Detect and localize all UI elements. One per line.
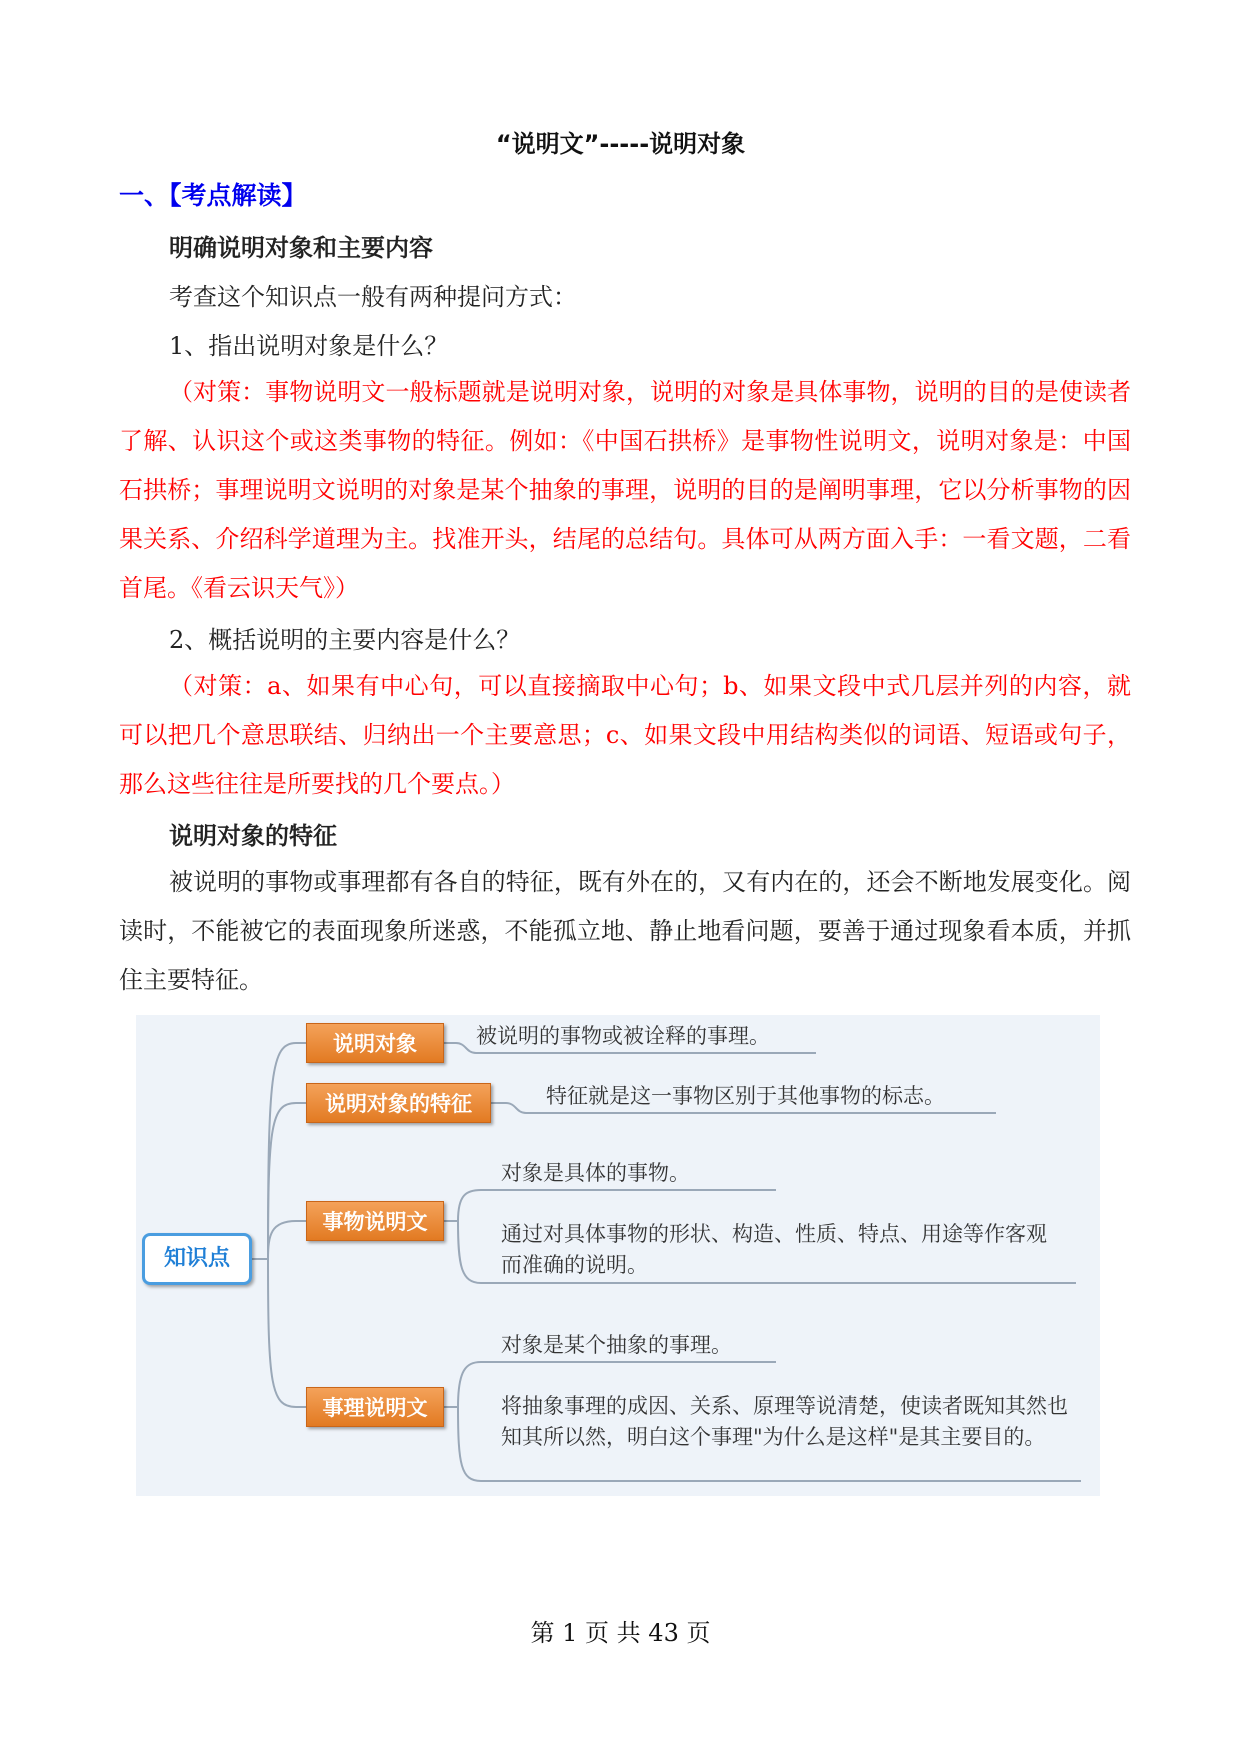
strategy-2: （对策：a、如果有中心句，可以直接摘取中心句；b、如果文段中式几层并列的内容，就可以把几个意思联结、归纳出一个主要意思；c、如果文段中用结构类似的词语、短语或句子，那么这些往往是所要找的几个要点。）: [119, 672, 1131, 798]
branch-node-subject-features: 说明对象的特征: [306, 1083, 491, 1123]
leaf-object-concrete: 对象是具体的事物。: [501, 1161, 690, 1185]
document-title: “说明文”-----说明对象: [495, 130, 746, 158]
question-1: 1、指出说明对象是什么？: [169, 332, 449, 360]
leaf-reasoning-abstract: 对象是某个抽象的事理。: [501, 1333, 732, 1357]
subheading-content: 明确说明对象和主要内容: [169, 234, 433, 262]
intro-line: 考查这个知识点一般有两种提问方式：: [169, 283, 577, 311]
page-footer: 第 1 页 共 43 页: [530, 1619, 711, 1647]
branch-node-object-expository: 事物说明文: [306, 1201, 444, 1241]
leaf-feature-definition: 特征就是这一事物区别于其他事物的标志。: [546, 1084, 945, 1108]
strategy-1: （对策：事物说明文一般标题就是说明对象，说明的对象是具体事物，说明的目的是使读者了解、认识这个或这类事物的特征。例如：《中国石拱桥》是事物性说明文，说明对象是：中国石拱桥；事理说明文说明的对象是某个抽象的事理，说明的目的是阐明事理，它以分析事物的因果关系、介绍科学道理为主。找准开头，结尾的总结句。具体可从两方面入手：一看文题，二看首尾。《看云识天气》）: [119, 378, 1131, 602]
branch-node-reasoning-expository: 事理说明文: [306, 1387, 444, 1427]
mindmap-diagram: [136, 1015, 1100, 1496]
question-2: 2、概括说明的主要内容是什么？: [169, 626, 521, 654]
subheading-features: 说明对象的特征: [169, 822, 337, 850]
section-heading: 一、【考点解读】: [119, 181, 307, 210]
leaf-object-description: 通过对具体事物的形状、构造、性质、特点、用途等作客观而准确的说明。: [501, 1222, 1047, 1277]
branch-node-subject: 说明对象: [306, 1023, 444, 1063]
mindmap-root-node: 知识点: [142, 1233, 252, 1285]
leaf-reasoning-purpose: 将抽象事理的成因、关系、原理等说清楚，使读者既知其然也知其所以然，明白这个事理"为什么是这样"是其主要目的。: [501, 1394, 1068, 1449]
leaf-subject-definition: 被说明的事物或被诠释的事理。: [476, 1024, 770, 1048]
feature-paragraph: 被说明的事物或事理都有各自的特征，既有外在的，又有内在的，还会不断地发展变化。阅读时，不能被它的表面现象所迷惑，不能孤立地、静止地看问题，要善于通过现象看本质，并抓住主要特征。: [119, 868, 1131, 994]
